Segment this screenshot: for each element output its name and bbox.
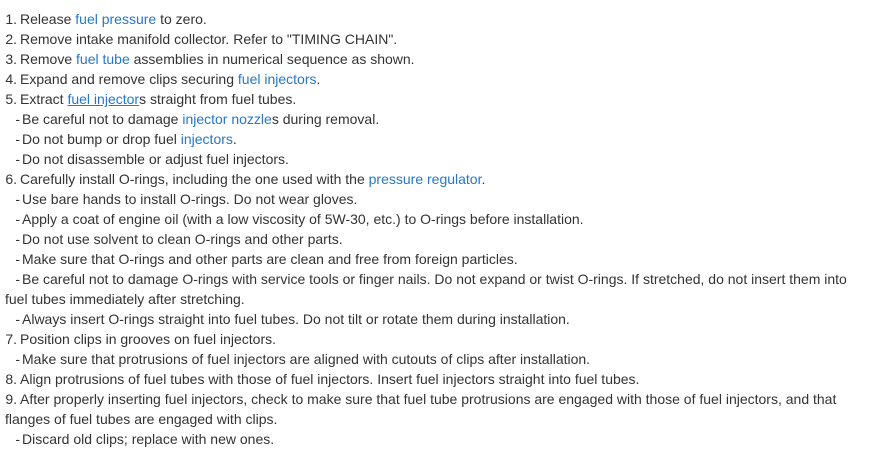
text-segment: Expand and remove clips securing: [20, 71, 238, 87]
text-segment: .: [232, 131, 237, 147]
text-segment: Be careful not to damage: [22, 111, 183, 127]
procedure-note: [5, 269, 870, 309]
procedure-note: [5, 349, 870, 369]
note-dash: -: [15, 211, 20, 227]
text-segment: Carefully install O-rings, including the one used with the: [20, 171, 369, 187]
step-number: 8.: [5, 371, 17, 387]
step-number: 1.: [5, 11, 17, 27]
procedure-step: [5, 69, 870, 89]
text-segment: s straight from fuel tubes.: [139, 91, 297, 107]
inline-link[interactable]: fuel pressure: [75, 11, 157, 27]
text-segment: .: [481, 171, 486, 187]
text-segment: Apply a coat of engine oil (with a low viscosity of 5W-30, etc.) to O-rings before installation.: [22, 211, 584, 227]
procedure-note: [5, 149, 870, 169]
procedure-note: [5, 309, 870, 329]
text-segment: Do not disassemble or adjust fuel injectors.: [22, 151, 289, 167]
inline-link[interactable]: injectors: [180, 131, 233, 147]
text-segment: to zero.: [156, 11, 207, 27]
note-dash: -: [15, 231, 20, 247]
inline-link[interactable]: fuel injectors: [237, 71, 317, 87]
procedure-step: [5, 89, 870, 109]
step-number: 5.: [5, 91, 17, 107]
procedure-note: [5, 249, 870, 269]
inline-link[interactable]: fuel injector: [67, 91, 140, 107]
inline-link[interactable]: injector nozzle: [182, 111, 272, 127]
inline-link[interactable]: pressure regulator: [368, 171, 482, 187]
step-number: 3.: [5, 51, 17, 67]
text-segment: assemblies in numerical sequence as shown.: [129, 51, 415, 67]
text-segment: Position clips in grooves on fuel injectors.: [20, 331, 277, 347]
procedure-step: [5, 169, 870, 189]
procedure-step: [5, 49, 870, 69]
note-dash: -: [15, 191, 20, 207]
note-dash: -: [15, 271, 20, 287]
step-number: 9.: [5, 391, 17, 407]
procedure-note: [5, 229, 870, 249]
note-dash: -: [15, 251, 20, 267]
procedure-step: [5, 29, 870, 49]
note-dash: -: [15, 311, 20, 327]
procedure-note: [5, 209, 870, 229]
procedure-note: [5, 129, 870, 149]
text-segment: Make sure that O-rings and other parts are clean and free from foreign particles.: [22, 251, 518, 267]
note-dash: -: [15, 111, 20, 127]
text-segment: Remove intake manifold collector. Refer to "TIMING CHAIN".: [20, 31, 398, 47]
text-segment: Align protrusions of fuel tubes with those of fuel injectors. Insert fuel injectors straight into fuel tubes.: [20, 371, 640, 387]
procedure-step: [5, 369, 870, 389]
text-segment: Remove: [20, 51, 77, 67]
procedure-note: [5, 109, 870, 129]
note-dash: -: [15, 151, 20, 167]
text-segment: After properly inserting fuel injectors, check to make sure that fuel tube protrusions are engaged with those of fuel injectors, and that flanges of fuel tubes are engaged with clips.: [5, 391, 837, 427]
text-segment: Make sure that protrusions of fuel injectors are aligned with cutouts of clips after installation.: [22, 351, 591, 367]
procedure-step: [5, 329, 870, 349]
text-segment: Do not bump or drop fuel: [22, 131, 181, 147]
text-segment: Always insert O-rings straight into fuel tubes. Do not tilt or rotate them during installation.: [22, 311, 570, 327]
step-number: 2.: [5, 31, 17, 47]
inline-link[interactable]: fuel tube: [76, 51, 130, 67]
text-segment: .: [316, 71, 321, 87]
note-dash: -: [15, 131, 20, 147]
procedure-step: [5, 9, 870, 29]
text-segment: Be careful not to damage O-rings with service tools or finger nails. Do not expand or twist O-rings. If stretched, do not insert them into fuel tubes immediately after stretching.: [5, 271, 847, 307]
procedure-step: [5, 389, 870, 429]
step-number: 6.: [5, 171, 17, 187]
procedure-note: [5, 429, 870, 449]
text-segment: Discard old clips; replace with new ones.: [22, 431, 275, 447]
text-segment: Use bare hands to install O-rings. Do not wear gloves.: [22, 191, 358, 207]
text-segment: Do not use solvent to clean O-rings and other parts.: [22, 231, 343, 247]
note-dash: -: [15, 351, 20, 367]
step-number: 4.: [5, 71, 17, 87]
procedure-note: [5, 189, 870, 209]
note-dash: -: [15, 431, 20, 447]
text-segment: Release: [20, 11, 76, 27]
text-segment: s during removal.: [271, 111, 380, 127]
step-number: 7.: [5, 331, 17, 347]
text-segment: Extract: [20, 91, 68, 107]
